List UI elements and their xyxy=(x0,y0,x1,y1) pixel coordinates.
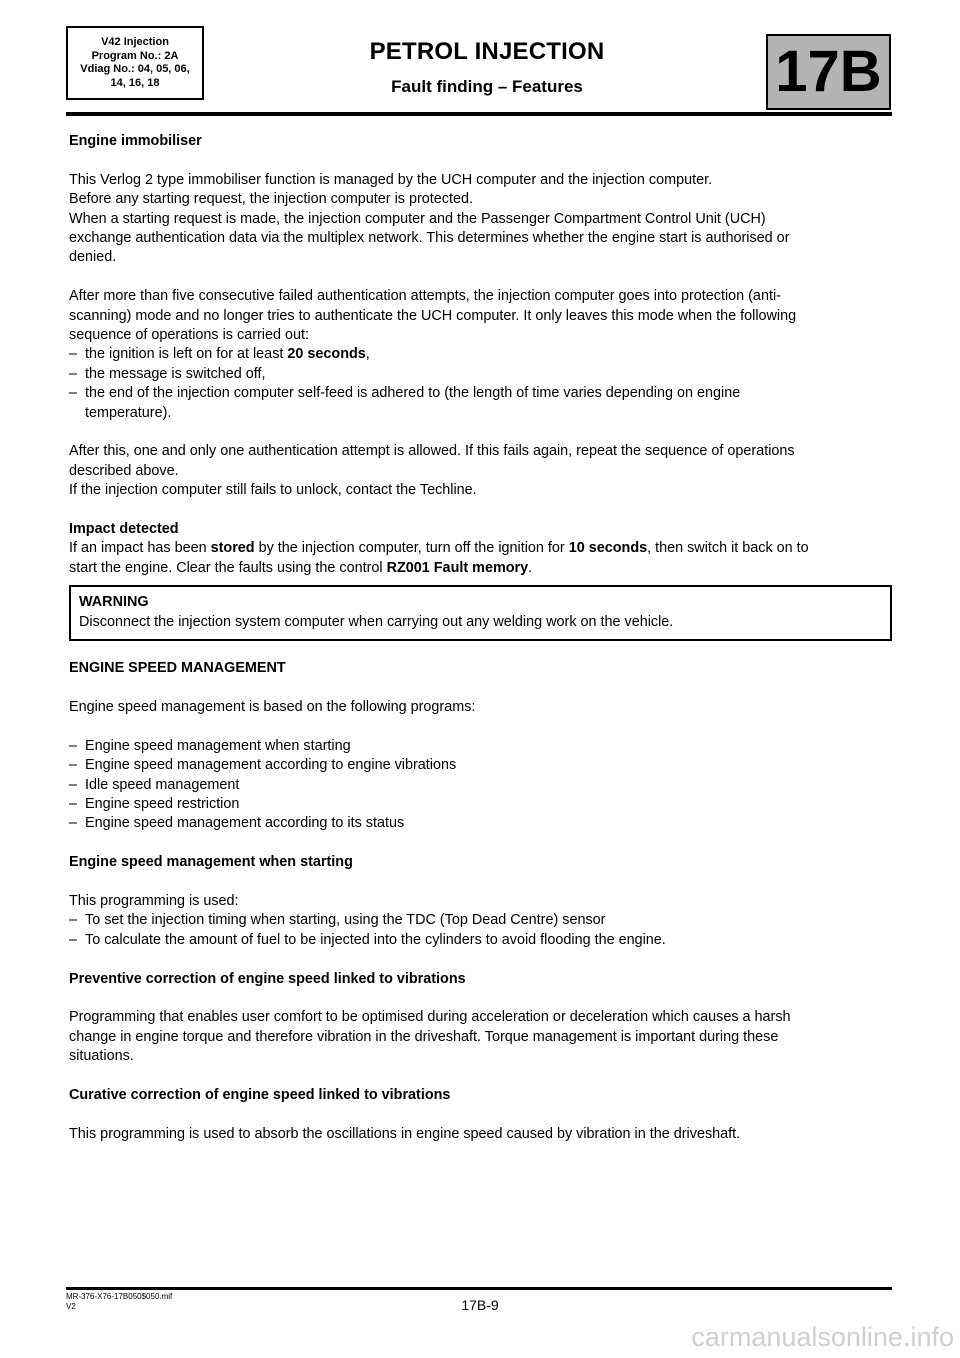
text-line: This Verlog 2 type immobiliser function is managed by the UCH computer and the injection computer. xyxy=(69,171,713,188)
text-line: When a starting request is made, the injection computer and the Passenger Compartment Control Unit (UCH) xyxy=(69,210,766,227)
footer-divider xyxy=(66,1287,892,1290)
text-line: denied. xyxy=(69,249,117,266)
version-line: V2 xyxy=(66,1301,76,1311)
text: To set the injection timing when starting, using the TDC (Top Dead Centre) sensor xyxy=(85,912,606,929)
list-item: – Idle speed management xyxy=(69,776,240,793)
text-line: Before any starting request, the injection computer is protected. xyxy=(69,191,473,208)
text-line: exchange authentication data via the multiplex network. This determines whether the engine start is authorised or xyxy=(69,230,790,247)
text: Idle speed management xyxy=(85,776,240,793)
page-subtitle: Fault finding – Features xyxy=(391,77,583,96)
text: If an impact has been xyxy=(69,540,211,557)
text: Engine speed management according to engine vibrations xyxy=(85,757,457,774)
section-heading-curative: Curative correction of engine speed linked to vibrations xyxy=(69,1086,451,1103)
unlock-sequence-list xyxy=(69,345,894,423)
paragraph-speed-intro: Engine speed management is based on the following programs: xyxy=(69,698,476,715)
text-line: If the injection computer still fails to unlock, contact the Techline. xyxy=(69,482,477,499)
section-heading-speed-management: ENGINE SPEED MANAGEMENT xyxy=(69,660,286,677)
text: Engine speed management when starting xyxy=(85,737,351,754)
text: the message is switched off, xyxy=(85,365,266,382)
text: . xyxy=(528,559,533,576)
list-item: – Engine speed management according to its status xyxy=(69,815,405,832)
list-item: – the ignition is left on for at least 20 seconds, xyxy=(69,346,370,363)
list-item: – Engine speed management when starting xyxy=(69,737,351,754)
text: temperature). xyxy=(85,404,172,421)
info-line: V42 Injection xyxy=(101,36,169,48)
section-code-badge: 17B xyxy=(766,34,891,110)
text: start the engine. Clear the faults using the control xyxy=(69,559,387,576)
text-line: change in engine torque and therefore vibration in the driveshaft. Torque management is important during these xyxy=(69,1028,779,1045)
section-heading-preventive: Preventive correction of engine speed linked to vibrations xyxy=(69,970,466,987)
document-body xyxy=(69,132,894,1164)
bold-text: RZ001 Fault memory xyxy=(386,559,529,576)
paragraph-immobiliser-intro xyxy=(69,171,894,268)
text: the end of the injection computer self-feed is adhered to (the length of time varies depending on engine xyxy=(85,385,741,402)
text: , then switch it back on to xyxy=(647,540,809,557)
text-line: After more than five consecutive failed authentication attempts, the injection computer goes into protection (anti- xyxy=(69,288,781,305)
page-title: PETROL INJECTION xyxy=(369,38,605,65)
list-item: – the message is switched off, xyxy=(69,365,266,382)
list-item: – the end of the injection computer self-feed is adhered to (the length of time varies depending on engine temperature). xyxy=(69,385,741,421)
starting-list xyxy=(69,911,894,950)
list-item: – To set the injection timing when starting, using the TDC (Top Dead Centre) sensor xyxy=(69,912,606,929)
list-item: – To calculate the amount of fuel to be injected into the cylinders to avoid flooding the engine. xyxy=(69,931,666,948)
text: by the injection computer, turn off the ignition for xyxy=(254,540,569,557)
list-item: – Engine speed management according to engine vibrations xyxy=(69,757,457,774)
reference-line: MR-376-X76-17B050$050.mif xyxy=(66,1292,173,1301)
info-line: Program No.: 2A xyxy=(91,49,179,62)
warning-title: WARNING xyxy=(79,594,149,611)
text-line: sequence of operations is carried out: xyxy=(69,327,309,344)
header-divider xyxy=(66,112,892,116)
warning-box xyxy=(69,585,892,641)
paragraph-impact xyxy=(69,539,894,578)
warning-text: Disconnect the injection system computer when carrying out any welding work on the vehicle. xyxy=(79,613,674,630)
paragraph-curative: This programming is used to absorb the oscillations in engine speed caused by vibration in the driveshaft. xyxy=(69,1125,741,1142)
text-line: scanning) mode and no longer tries to authenticate the UCH computer. It only leaves this mode when the following xyxy=(69,307,797,324)
text: To calculate the amount of fuel to be injected into the cylinders to avoid flooding the engine. xyxy=(85,931,666,948)
bold-text: stored xyxy=(210,540,255,557)
paragraph-starting-intro: This programming is used: xyxy=(69,892,239,909)
paragraph-anti-scanning xyxy=(69,287,894,345)
text-line: situations. xyxy=(69,1048,134,1065)
list-item: – Engine speed restriction xyxy=(69,795,240,812)
text: Engine speed restriction xyxy=(85,795,240,812)
section-heading-immobiliser: Engine immobiliser xyxy=(69,133,202,149)
text: the ignition is left on for at least xyxy=(85,346,288,363)
section-heading-impact: Impact detected xyxy=(69,521,179,538)
info-line: Vdiag No.: 04, 05, 06, xyxy=(80,63,190,75)
section-heading-starting: Engine speed management when starting xyxy=(69,854,353,871)
info-line: 14, 16, 18 xyxy=(110,76,160,89)
text-line: After this, one and only one authentication attempt is allowed. If this fails again, repeat the sequence of operations xyxy=(69,443,795,460)
text: , xyxy=(365,346,370,363)
paragraph-preventive xyxy=(69,1008,894,1066)
bold-text: 20 seconds xyxy=(287,346,366,363)
text: Engine speed management according to its status xyxy=(85,815,405,832)
text-line: described above. xyxy=(69,462,179,479)
programs-list xyxy=(69,737,894,834)
text-line: Programming that enables user comfort to be optimised during acceleration or deceleration which causes a harsh xyxy=(69,1009,791,1026)
paragraph-retry xyxy=(69,442,894,500)
watermark: carmanualsonline.info xyxy=(691,1322,954,1352)
page-number: 17B-9 xyxy=(461,1297,499,1313)
bold-text: 10 seconds xyxy=(568,540,648,557)
vehicle-info-box xyxy=(66,26,204,100)
